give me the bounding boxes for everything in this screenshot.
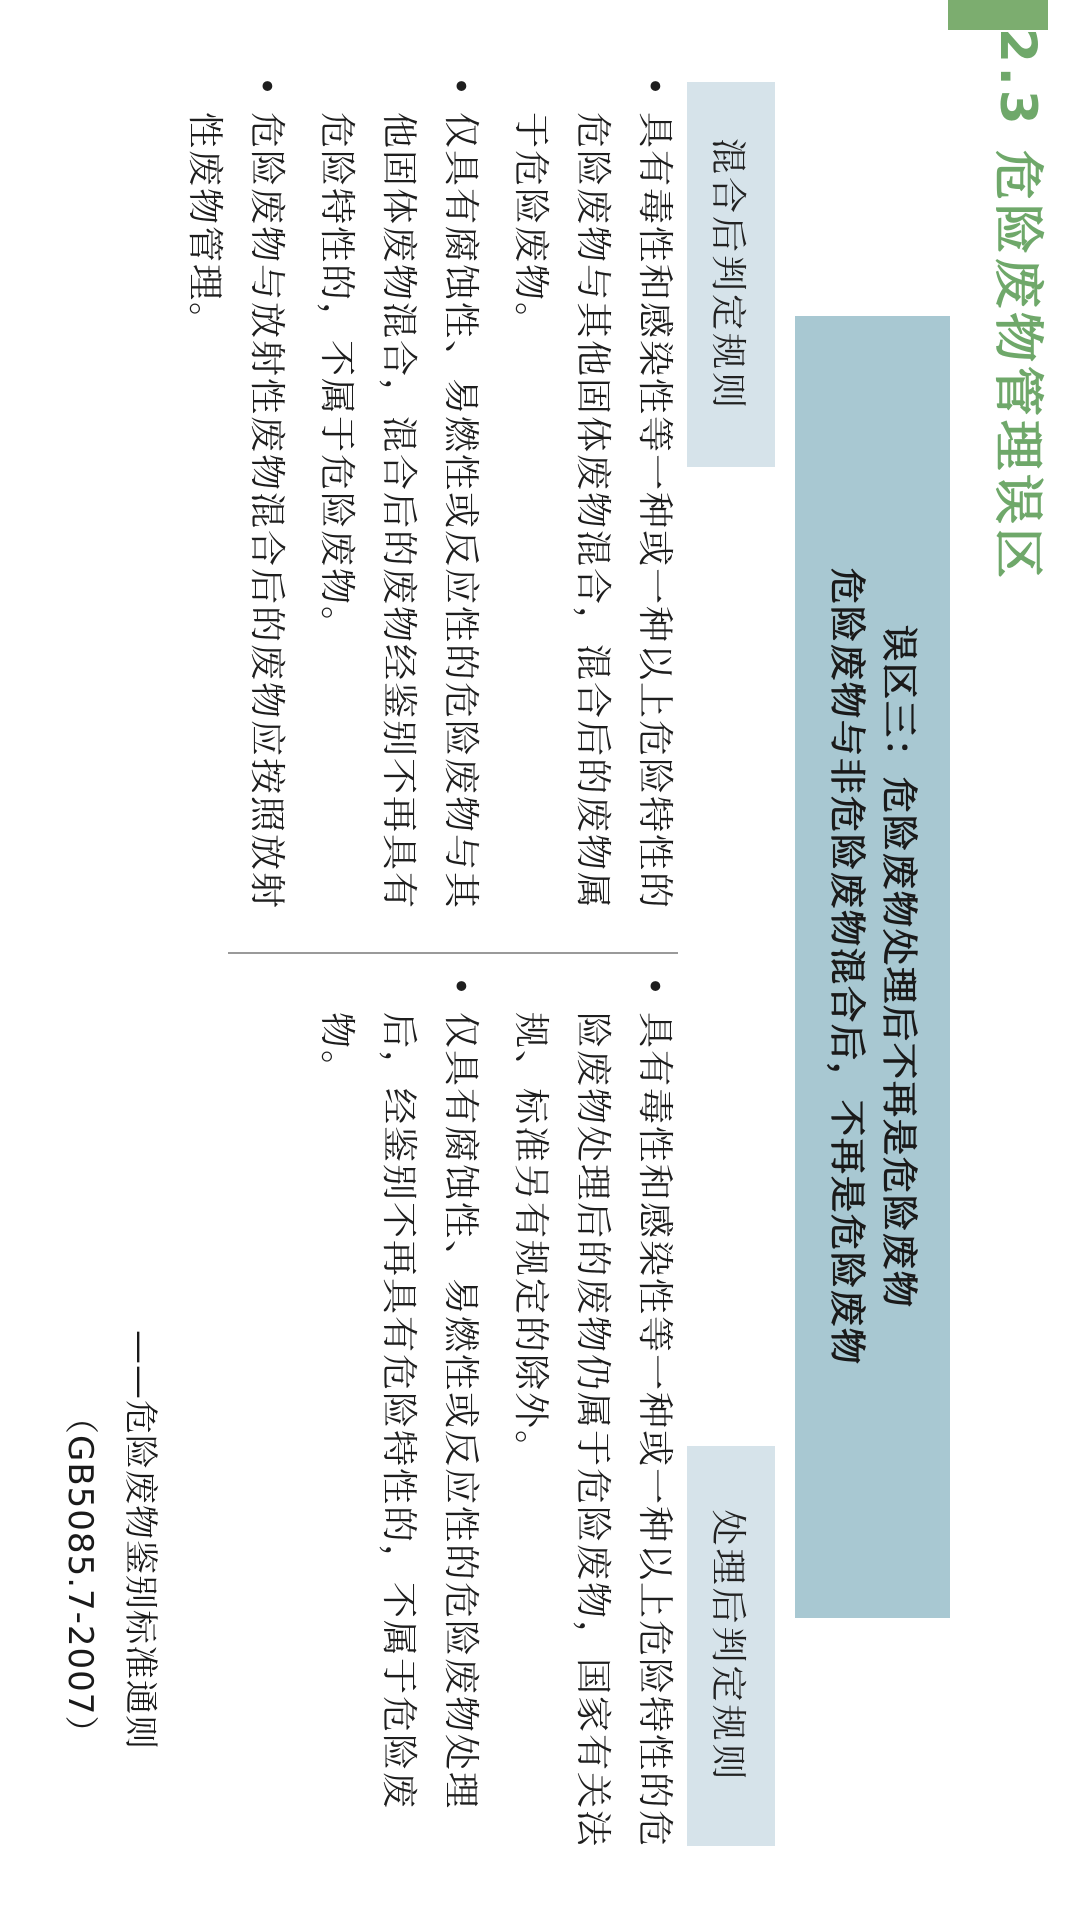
list-item-text: 仅具有腐蚀性、易燃性或反应性的危险废物与其他固体废物混合，混合后的废物经鉴别不再具有危险特性的，不属于危险废物。: [316, 112, 481, 911]
banner-line-1: 误区三：危险废物处理后不再是危险废物: [878, 624, 920, 1309]
column-divider: [228, 952, 678, 954]
page-title: 2.3 危险废物管理误区: [989, 28, 1047, 582]
list-item-text: 危险废物与放射性废物混合后的废物应按照放射性废物管理。: [184, 112, 287, 911]
mixing-rule-label: 混合后判定规则: [687, 82, 775, 467]
list-item: [305, 972, 491, 1852]
source-citation: [50, 1330, 170, 1850]
misconception-banner: [795, 316, 950, 1618]
bullet-icon: •: [634, 76, 674, 99]
bullet-icon: •: [440, 76, 480, 99]
bullet-icon: •: [246, 76, 286, 99]
title-accent-bar: [948, 0, 1048, 30]
list-item: [499, 72, 685, 942]
list-item-text: 具有毒性和感染性等一种或一种以上危险特性的危险废物处理后的废物仍属于危险废物，国家有关法规、标准另有规定的除外。: [510, 1012, 675, 1849]
list-item: [305, 72, 491, 942]
list-item-text: 具有毒性和感染性等一种或一种以上危险特性的危险废物与其他固体废物混合，混合后的废物属于危险废物。: [510, 112, 675, 911]
source-standard-code: （GB5085.7-2007）: [60, 1400, 100, 1751]
list-item: [499, 972, 685, 1852]
banner-line-2: 危险废物与非危险废物混合后，不再是危险废物: [826, 567, 868, 1366]
bullet-icon: •: [634, 976, 674, 999]
list-item: [173, 72, 297, 942]
list-item-text: 仅具有腐蚀性、易燃性或反应性的危险废物处理后，经鉴别不再具有危险特性的，不属于危险废物。: [316, 1012, 481, 1811]
treatment-rules-list: [305, 972, 685, 1852]
treatment-rule-label: 处理后判定规则: [687, 1446, 775, 1846]
mixing-rules-list: [173, 72, 685, 942]
bullet-icon: •: [440, 976, 480, 999]
source-title: ——危险废物鉴别标准通则: [120, 1330, 160, 1750]
